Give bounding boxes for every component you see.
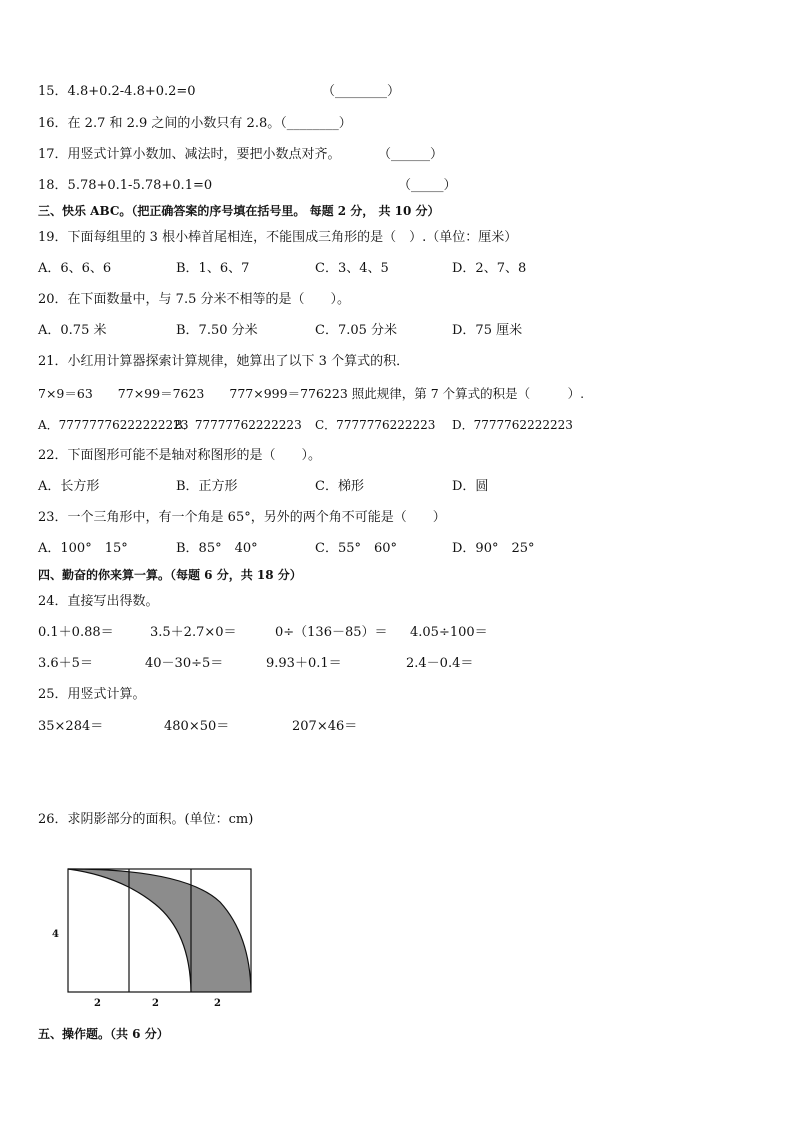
q15-text: 15．4.8+0.2-4.8+0.2=0 xyxy=(38,84,196,99)
q19-option-d[interactable]: D．2、7、8 xyxy=(452,261,527,276)
q22-text: 22．下面图形可能不是轴对称图形的是（ ）。 xyxy=(38,448,322,463)
q25-item-3: 207×46＝ xyxy=(292,719,358,734)
q22-option-d[interactable]: D．圆 xyxy=(452,479,489,494)
q20-option-c[interactable]: C．7.05 分米 xyxy=(315,323,398,338)
q16-text: 16．在 2.7 和 2.9 之间的小数只有 2.8。（________） xyxy=(38,116,352,131)
q21-option-d[interactable]: D．7777762222223 xyxy=(452,418,573,432)
q23-option-d[interactable]: D．90° 25° xyxy=(452,541,535,556)
q15-answer-blank[interactable]: （________） xyxy=(322,84,401,99)
q19-option-c[interactable]: C．3、4、5 xyxy=(315,261,389,276)
q18-text: 18．5.78+0.1-5.78+0.1=0 xyxy=(38,178,213,193)
q24-item-1: 0.1＋0.88＝ xyxy=(38,625,114,640)
q22-option-a[interactable]: A．长方形 xyxy=(38,479,100,494)
width-label-1: 2 xyxy=(94,998,101,1009)
shaded-region xyxy=(68,869,251,992)
q24-item-7: 9.93＋0.1＝ xyxy=(266,656,342,671)
q23-option-a[interactable]: A．100° 15° xyxy=(38,541,128,556)
q26-text: 26．求阴影部分的面积。(单位：cm) xyxy=(38,812,254,827)
q23-option-c[interactable]: C．55° 60° xyxy=(315,541,398,556)
q22-option-c[interactable]: C．梯形 xyxy=(315,479,364,494)
q22-option-b[interactable]: B．正方形 xyxy=(176,479,238,494)
q21-text: 21．小红用计算器探索计算规律，她算出了以下 3 个算式的积． xyxy=(38,354,410,369)
q19-text: 19．下面每组里的 3 根小棒首尾相连，不能围成三角形的是（ ）.（单位：厘米） xyxy=(38,230,518,245)
q24-item-6: 40－30÷5＝ xyxy=(145,656,224,671)
q20-text: 20．在下面数量中，与 7.5 分米不相等的是（ ）。 xyxy=(38,292,350,307)
q17-answer-blank[interactable]: （______） xyxy=(378,147,444,162)
q25-item-1: 35×284＝ xyxy=(38,719,104,734)
section-5-heading: 五、操作题。（共 6 分） xyxy=(38,1027,169,1041)
q20-option-d[interactable]: D．75 厘米 xyxy=(452,323,523,338)
q23-option-b[interactable]: B．85° 40° xyxy=(176,541,258,556)
q20-option-b[interactable]: B．7.50 分米 xyxy=(176,323,258,338)
section-3-heading: 三、快乐 ABC。（把正确答案的序号填在括号里。 每题 2 分， 共 10 分） xyxy=(38,204,440,218)
q23-text: 23．一个三角形中，有一个角是 65°，另外的两个角不可能是（ ） xyxy=(38,510,446,525)
q20-option-a[interactable]: A．0.75 米 xyxy=(38,323,107,338)
q17-text: 17．用竖式计算小数加、减法时，要把小数点对齐。 xyxy=(38,147,341,162)
q25-text: 25．用竖式计算。 xyxy=(38,687,146,702)
q21-option-c[interactable]: C．7777776222223 xyxy=(315,418,436,432)
q21-option-b[interactable]: B．77777762222223 xyxy=(174,418,302,432)
q24-item-3: 0÷（136－85）＝ xyxy=(275,625,388,640)
q24-text: 24．直接写出得数。 xyxy=(38,594,159,609)
q24-item-5: 3.6＋5＝ xyxy=(38,656,93,671)
q24-item-4: 4.05÷100＝ xyxy=(410,625,488,640)
q19-option-b[interactable]: B．1、6、7 xyxy=(176,261,250,276)
q18-answer-blank[interactable]: （_____） xyxy=(398,178,457,193)
q21-pattern: 7×9＝63 77×99＝7623 777×999＝776223 照此规律，第 7 个算式的积是（ ）. xyxy=(38,386,585,401)
q24-item-2: 3.5＋2.7×0＝ xyxy=(150,625,237,640)
height-label: 4 xyxy=(52,929,59,940)
shaded-area-figure xyxy=(50,860,270,1020)
q24-item-8: 2.4－0.4＝ xyxy=(406,656,474,671)
width-label-2: 2 xyxy=(152,998,159,1009)
q19-option-a[interactable]: A．6、6、6 xyxy=(38,261,112,276)
q25-item-2: 480×50＝ xyxy=(164,719,230,734)
section-4-heading: 四、勤奋的你来算一算。（每题 6 分，共 18 分） xyxy=(38,568,302,582)
q21-option-a[interactable]: A．77777776222222223 xyxy=(38,418,189,432)
width-label-3: 2 xyxy=(214,998,221,1009)
